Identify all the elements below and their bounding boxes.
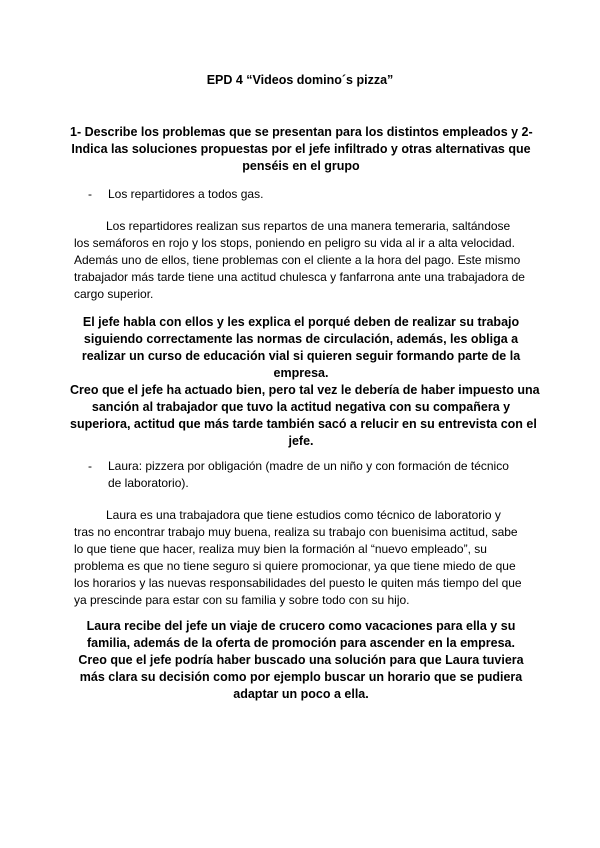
solution-line: Creo que el jefe ha actuado bien, pero tal vez le debería de haber impuesto una: [70, 383, 540, 397]
solution-line: familia, además de la oferta de promoción para ascender en la empresa.: [87, 636, 515, 650]
bullet-dash: -: [88, 459, 92, 473]
bullet-dash: -: [88, 187, 92, 201]
question-line: penséis en el grupo: [242, 159, 360, 173]
solution-line: Laura recibe del jefe un viaje de crucero como vacaciones para ella y su: [86, 619, 516, 633]
question-line: Indica las soluciones propuestas por el jefe infiltrado y otras alternativas que: [71, 142, 531, 156]
paragraph-line: problema es que no tiene seguro si quiere promocionar, ya que tiene miedo de que: [74, 559, 516, 573]
solution-laura: [70, 618, 532, 703]
paragraph-line: trabajador más tarde tiene una actitud chulesca y fanfarrona ante una trabajadora de: [74, 270, 525, 284]
solution-line: superiora, actitud que más tarde también sacó a relucir en su entrevista con el: [70, 417, 537, 431]
paragraph-repartidores: [74, 218, 534, 303]
solution-repartidores: [70, 314, 540, 450]
paragraph-line: Laura es una trabajadora que tiene estudios como técnico de laboratorio y: [106, 508, 501, 522]
paragraph-line: tras no encontrar trabajo muy buena, realiza su trabajo con buenisima actitud, sabe: [74, 525, 518, 539]
bullet-text: [108, 458, 508, 492]
solution-line: más clara su decisión como por ejemplo buscar un horario que se pudiera: [79, 670, 523, 684]
bullet-text: Los repartidores a todos gas.: [108, 187, 264, 201]
paragraph-line: los horarios y las nuevas responsabilidades del puesto le quiten más tiempo del que: [74, 576, 522, 590]
paragraph-line: Los repartidores realizan sus repartos de una manera temeraria, saltándose: [106, 219, 511, 233]
solution-line: sanción al trabajador que tuvo la actitud negativa con su compañera y: [91, 400, 511, 414]
question-heading: [70, 124, 532, 175]
solution-line: empresa.: [273, 366, 329, 380]
paragraph-line: Además uno de ellos, tiene problemas con el cliente a la hora del pago. Este mismo: [74, 253, 521, 267]
paragraph-laura: [74, 507, 534, 609]
paragraph-line: ya prescinde para estar con su familia y sobre todo con su hijo.: [74, 593, 410, 607]
question-line: 1- Describe los problemas que se presentan para los distintos empleados y 2-: [70, 125, 533, 139]
paragraph-line: cargo superior.: [74, 287, 154, 301]
solution-line: El jefe habla con ellos y les explica el porqué deben de realizar su trabajo: [82, 315, 520, 329]
bullet-text-line: de laboratorio).: [108, 476, 189, 490]
paragraph-line: los semáforos en rojo y los stops, poniendo en peligro su vida al ir a alta velocidad.: [74, 236, 515, 250]
solution-line: adaptar un poco a ella.: [233, 687, 369, 701]
solution-line: Creo que el jefe podría haber buscado una solución para que Laura tuviera: [78, 653, 524, 667]
paragraph-line: lo que tiene que hacer, realiza muy bien la formación al “nuevo empleado”, su: [74, 542, 487, 556]
document-title: EPD 4 “Videos domino´s pizza”: [206, 73, 394, 87]
solution-line: realizar un curso de educación vial si quieren seguir formando parte de la: [81, 349, 521, 363]
bullet-text-line: Laura: pizzera por obligación (madre de un niño y con formación de técnico: [108, 459, 509, 473]
solution-line: jefe.: [288, 434, 314, 448]
solution-line: siguiendo correctamente las normas de circulación, además, les obliga a: [83, 332, 519, 346]
